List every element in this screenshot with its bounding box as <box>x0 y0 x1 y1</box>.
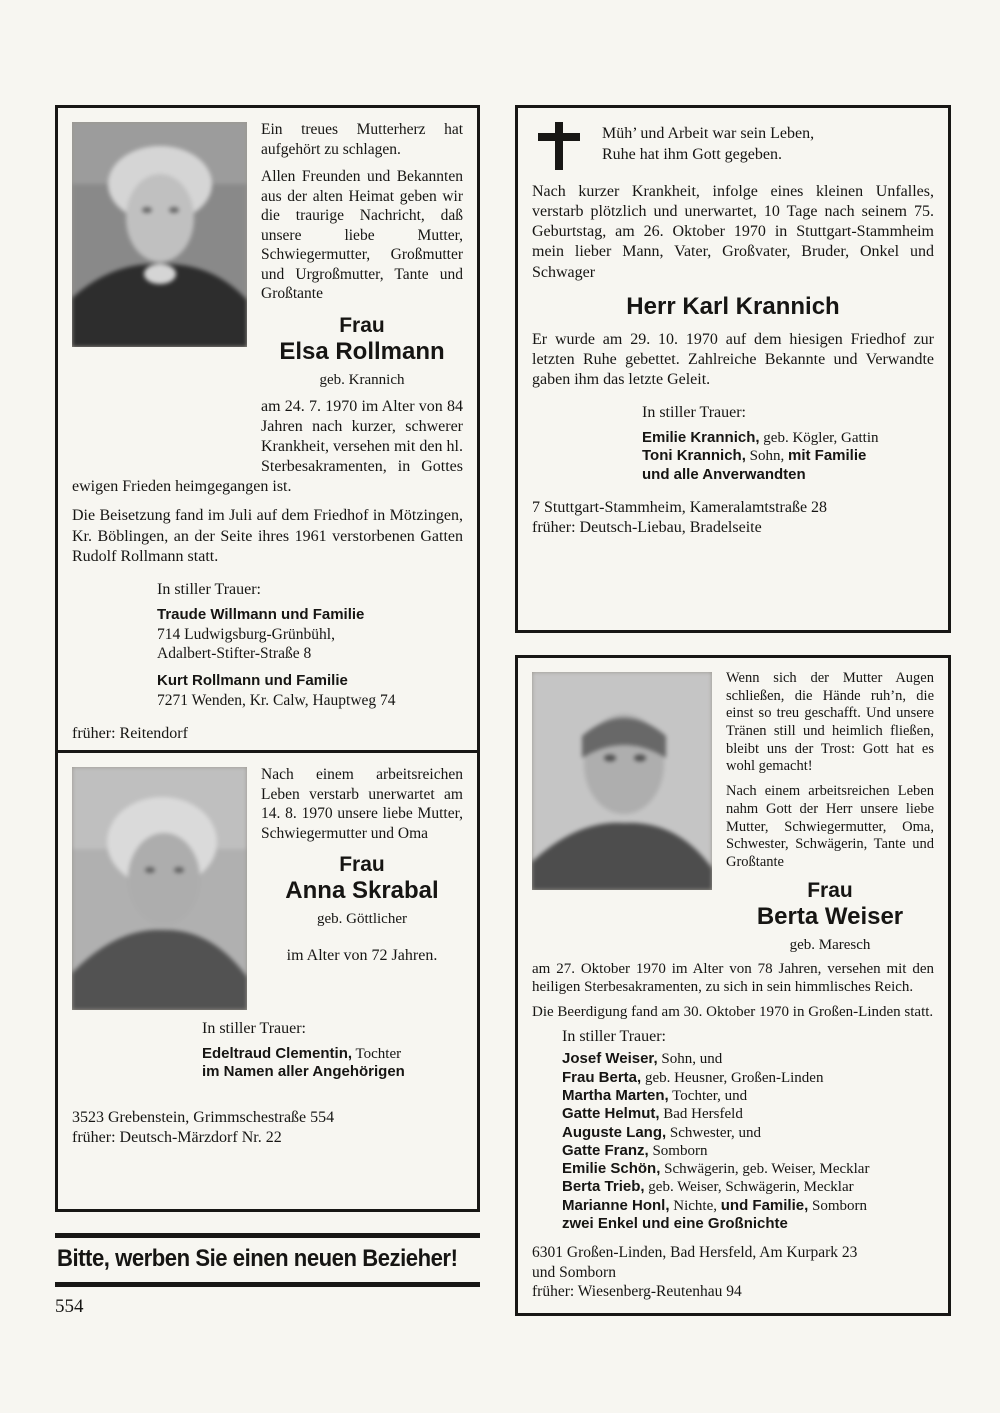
portrait-photo-berta-weiser <box>532 672 712 890</box>
mourning-label: In stiller Trauer: <box>562 1028 666 1046</box>
deceased-name: Herr Karl Krannich <box>626 292 840 320</box>
obituary-intro-paragraph: Allen Freunden und Bekannten aus der alten Heimat geben wir die traurige Nachricht, daß unsere liebe Mutter, Schwiegermutter, Großmutter und Urgroßmutter, Tante und Großtante <box>261 168 463 303</box>
former-residence: früher: Deutsch-Liebau, Bradelseite <box>532 518 762 536</box>
motto-verse <box>602 122 814 166</box>
obituary-intro-line: Ein treues Mutterherz hat aufgehört zu schlagen. <box>261 121 463 158</box>
mourner-line: Berta Trieb, geb. Weiser, Schwägerin, Mecklar <box>562 1178 854 1196</box>
mourner-address: 714 Ludwigsburg-Grünbühl, <box>157 625 335 643</box>
mourning-label: In stiller Trauer: <box>202 1020 306 1037</box>
mourner-line: Marianne Honl, Nichte, und Familie, Somborn <box>562 1196 868 1214</box>
mourner-line: Josef Weiser, Sohn, und <box>562 1050 723 1068</box>
mourning-label: In stiller Trauer: <box>642 404 746 422</box>
mourner-address: Adalbert-Stifter-Straße 8 <box>157 644 312 662</box>
obituary-body-paragraph: am 27. Oktober 1970 im Alter von 78 Jahren, versehen mit den heiligen Sterbesakramenten, zu sich in sein himmlisches Reich. <box>532 960 934 995</box>
mourner-line: Gatte Helmut, Bad Hersfeld <box>562 1105 743 1123</box>
obituary-body-paragraph: Die Beerdigung fand am 30. Oktober 1970 in Großen-Linden statt. <box>532 1004 934 1021</box>
mourner-line: Edeltraud Clementin, Tochter <box>202 1045 402 1062</box>
mourner-name: Kurt Rollmann und Familie <box>157 672 348 690</box>
deceased-heading <box>261 314 463 389</box>
mourner-line: und alle Anverwandten <box>642 465 806 483</box>
obituary-body-paragraph: am 24. 7. 1970 im Alter von 84 Jahren nach kurzer, schwerer Krankheit, versehen mit den hl. Sterbesakramenten, in Gottes ewigen Frieden heimgegangen ist. <box>72 397 463 496</box>
deceased-title: Frau <box>807 878 853 902</box>
mourner-line: Emilie Schön, Schwägerin, geb. Weiser, Mecklar <box>562 1160 870 1178</box>
deceased-maiden-name: geb. Göttlicher <box>317 911 407 927</box>
motto-verse: Wenn sich der Mutter Augen schließen, die Hände ruh’n, die einst so treu geschafft. Und unsere Tränen still und heimlich fließen, bleibt uns der Trost: Gott hat es wohl gemacht! <box>726 670 934 775</box>
deceased-name: Elsa Rollmann <box>279 337 445 365</box>
address-line: 3523 Grebenstein, Grimmschestraße 554 <box>72 1108 335 1126</box>
mourner-line: zwei Enkel und eine Großnichte <box>562 1215 788 1233</box>
portrait-photo-elsa-rollmann <box>72 122 247 347</box>
slogan-text: Bitte, werben Sie einen neuen Bezieher! <box>57 1245 458 1272</box>
motto-row <box>538 122 934 170</box>
obituary-berta-weiser <box>515 655 951 1316</box>
former-residence: früher: Reitendorf <box>72 725 188 743</box>
obituary-intro-paragraph: Nach einem arbeitsreichen Leben nahm Gott der Herr unsere liebe Mutter, Schwiegermutter, Oma, Schwester, Schwägerin, Tante und Großtante <box>726 783 934 870</box>
obituary-intro-paragraph: Nach einem arbeitsreichen Leben verstarb unerwartet am 14. 8. 1970 unsere liebe Mutter, Schwiegermutter und Oma <box>261 766 463 842</box>
portrait-silhouette <box>72 767 247 1010</box>
address-block <box>532 498 934 538</box>
obituary-body-paragraph: Er wurde am 29. 10. 1970 auf dem hiesigen Friedhof zur letzten Ruhe gebettet. Zahlreiche Bekannte und Verwandte gaben ihm das letzte Geleit. <box>532 330 934 388</box>
page-number: 554 <box>55 1296 84 1317</box>
obituary-body-paragraph: Die Beisetzung fand im Juli auf dem Friedhof in Mötzingen, Kr. Böblingen, an der Seite ihres 1961 verstorbenen Gatten Rudolf Rollmann statt. <box>72 507 463 565</box>
mourning-label: In stiller Trauer: <box>157 580 261 598</box>
former-residence: früher: Wiesenberg-Reutenhau 94 <box>532 1283 742 1301</box>
portrait-photo-anna-skrabal <box>72 767 247 1010</box>
mourner-line: Toni Krannich, Sohn, mit Familie <box>642 447 867 465</box>
deceased-heading <box>532 293 934 322</box>
mourner-line: Gatte Franz, Somborn <box>562 1141 708 1159</box>
deceased-title: Frau <box>339 313 385 337</box>
portrait-silhouette <box>72 122 247 347</box>
address-line: 6301 Großen-Linden, Bad Hersfeld, Am Kurpark 23 <box>532 1244 858 1262</box>
cross-icon <box>538 122 580 170</box>
portrait-silhouette <box>532 672 712 890</box>
obituary-karl-krannich <box>515 105 951 633</box>
mourner-line: Frau Berta, geb. Heusner, Großen-Linden <box>562 1068 824 1086</box>
mourner-line: Emilie Krannich, geb. Kögler, Gattin <box>642 429 879 447</box>
motto-line: Müh’ und Arbeit war sein Leben, <box>602 125 815 142</box>
deceased-name: Berta Weiser <box>756 902 904 930</box>
mourner-line: im Namen aller Angehörigen <box>202 1063 405 1081</box>
mourners-section <box>157 581 463 711</box>
mourner-line: Auguste Lang, Schwester, und <box>562 1123 761 1141</box>
mourner-name: Traude Willmann und Familie <box>157 605 365 623</box>
obituary-anna-skrabal <box>55 750 480 1212</box>
mourner-address: 7271 Wenden, Kr. Calw, Hauptweg 74 <box>157 692 396 710</box>
age-line: im Alter von 72 Jahren. <box>286 947 438 964</box>
mourner-line: Martha Marten, Tochter, und <box>562 1086 748 1104</box>
address-line: und Somborn <box>532 1263 616 1281</box>
address-block <box>72 1108 463 1148</box>
deceased-title: Frau <box>339 853 385 877</box>
deceased-maiden-name: geb. Krannich <box>319 371 405 388</box>
obituary-intro-paragraph: Nach kurzer Krankheit, infolge eines kleinen Unfalles, verstarb plötzlich und unerwartet, 10 Tage nach seinem 75. Geburtstag, am 26. Oktober 1970 in Stuttgart-Stammheim mein lieber Mann, Vater, Großvater, Bruder, Onkel und Schwager <box>532 183 934 281</box>
address-line: 7 Stuttgart-Stammheim, Kameralamtstraße 28 <box>532 498 828 516</box>
mourners-section <box>202 1020 463 1082</box>
address-block <box>532 1243 934 1301</box>
mourners-section <box>562 1028 934 1233</box>
obituary-elsa-rollmann <box>55 105 480 759</box>
deceased-name: Anna Skrabal <box>285 877 439 905</box>
mourners-section <box>642 404 934 484</box>
former-residence: früher: Deutsch-Märzdorf Nr. 22 <box>72 1128 282 1146</box>
motto-line: Ruhe hat ihm Gott gegeben. <box>602 145 782 163</box>
deceased-maiden-name: geb. Maresch <box>789 936 871 953</box>
deceased-heading <box>261 853 463 928</box>
subscription-slogan-banner <box>55 1233 480 1287</box>
